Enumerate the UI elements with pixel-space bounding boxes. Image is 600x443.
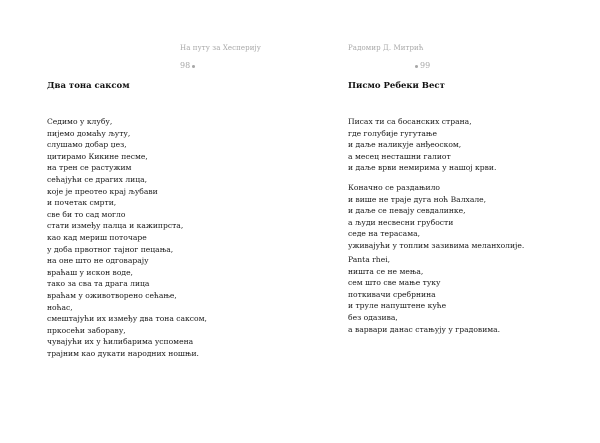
verse-line: и даље се певају севдалинке, (348, 206, 466, 216)
verse-line: цитирамо Кикине песме, (47, 151, 148, 161)
verse-line: трајним као дукати народних ношњи. (47, 348, 199, 358)
poem-title-left: Два тона саксом (47, 81, 130, 91)
verse-line: стати између палца и кажипрста, (47, 221, 184, 231)
page-number-dot (415, 65, 418, 68)
page-number-right (413, 61, 430, 70)
verse-line: Коначно се раздањило (348, 183, 440, 192)
verse-line: где голубије гугутање (348, 128, 437, 138)
verse-line: све би то сад могло (47, 209, 126, 219)
verse-line: без одазива, (348, 312, 398, 322)
verse-line: и почетак смрти, (47, 198, 117, 208)
stanza (348, 182, 524, 252)
verse-line: чувајући их у ћилибарима успомена (47, 337, 194, 347)
verse-line: као кад мериш поточаре (47, 232, 147, 242)
verse-line: и труле напуштене куће (348, 301, 447, 311)
verse-line: седе на терасама, (348, 229, 421, 239)
verse-line: слушамо добар џез, (47, 140, 127, 150)
verse-line: сем што све мање туку (348, 278, 441, 288)
verse-line: Panta rhei, (348, 255, 391, 264)
stanza (348, 116, 496, 174)
verse-line: а варвари данас стањују у градовима. (348, 324, 501, 334)
verse-line: и више не траје дуга ноћ Валхале, (348, 194, 487, 204)
verse-line: уживајући у топлим зазивима меланхолије. (348, 240, 525, 250)
running-header-left: На путу за Хесперију (180, 44, 262, 52)
verse-line: сећајући се драгих лица, (47, 174, 148, 184)
verse-line: а месец несташни галиот (348, 151, 451, 161)
verse-line: Седимо у клубу, (47, 117, 113, 126)
verse-line: ноћас, (47, 302, 73, 312)
verse-line: Писах ти са босанских страна, (348, 117, 472, 126)
verse-line: смештајући их између два тона саксом, (47, 314, 207, 324)
verse-line: пијемо домаћу љуту, (47, 128, 131, 138)
running-header-right: Радомир Д. Митрић (348, 44, 424, 52)
verse-line: пркосећи забораву, (47, 325, 126, 335)
verse-line: враћам у оживотворено сећање, (47, 290, 177, 300)
verse-line: а људи несвесни грубости (348, 217, 454, 227)
verse-line: које је преотео крај љубави (47, 186, 158, 196)
verse-line: тако за сва та драга лица (47, 279, 150, 289)
verse-line: ништа се не мења, (348, 266, 424, 276)
verse-line: и даље наликује анђеоском, (348, 140, 462, 150)
stanza (348, 254, 500, 335)
page-number-left (180, 61, 197, 70)
verse-line: на трен се растужим (47, 163, 132, 173)
verse-line: враћаш у искон воде, (47, 267, 133, 277)
page-number-left-value: 98 (180, 61, 191, 70)
verse-line: поткивачи сребрнина (348, 289, 436, 299)
poem-title-right: Писмо Ребеки Вест (348, 81, 445, 91)
verse-line: у доба првотног тајног пецања, (47, 244, 174, 254)
page-number-dot (192, 65, 195, 68)
page-number-right-value: 99 (420, 61, 431, 70)
verse-line: на оне што не одговарају (47, 256, 149, 266)
stanza (47, 116, 207, 359)
verse-line: и даље врви немирима у нашој крви. (348, 163, 497, 173)
